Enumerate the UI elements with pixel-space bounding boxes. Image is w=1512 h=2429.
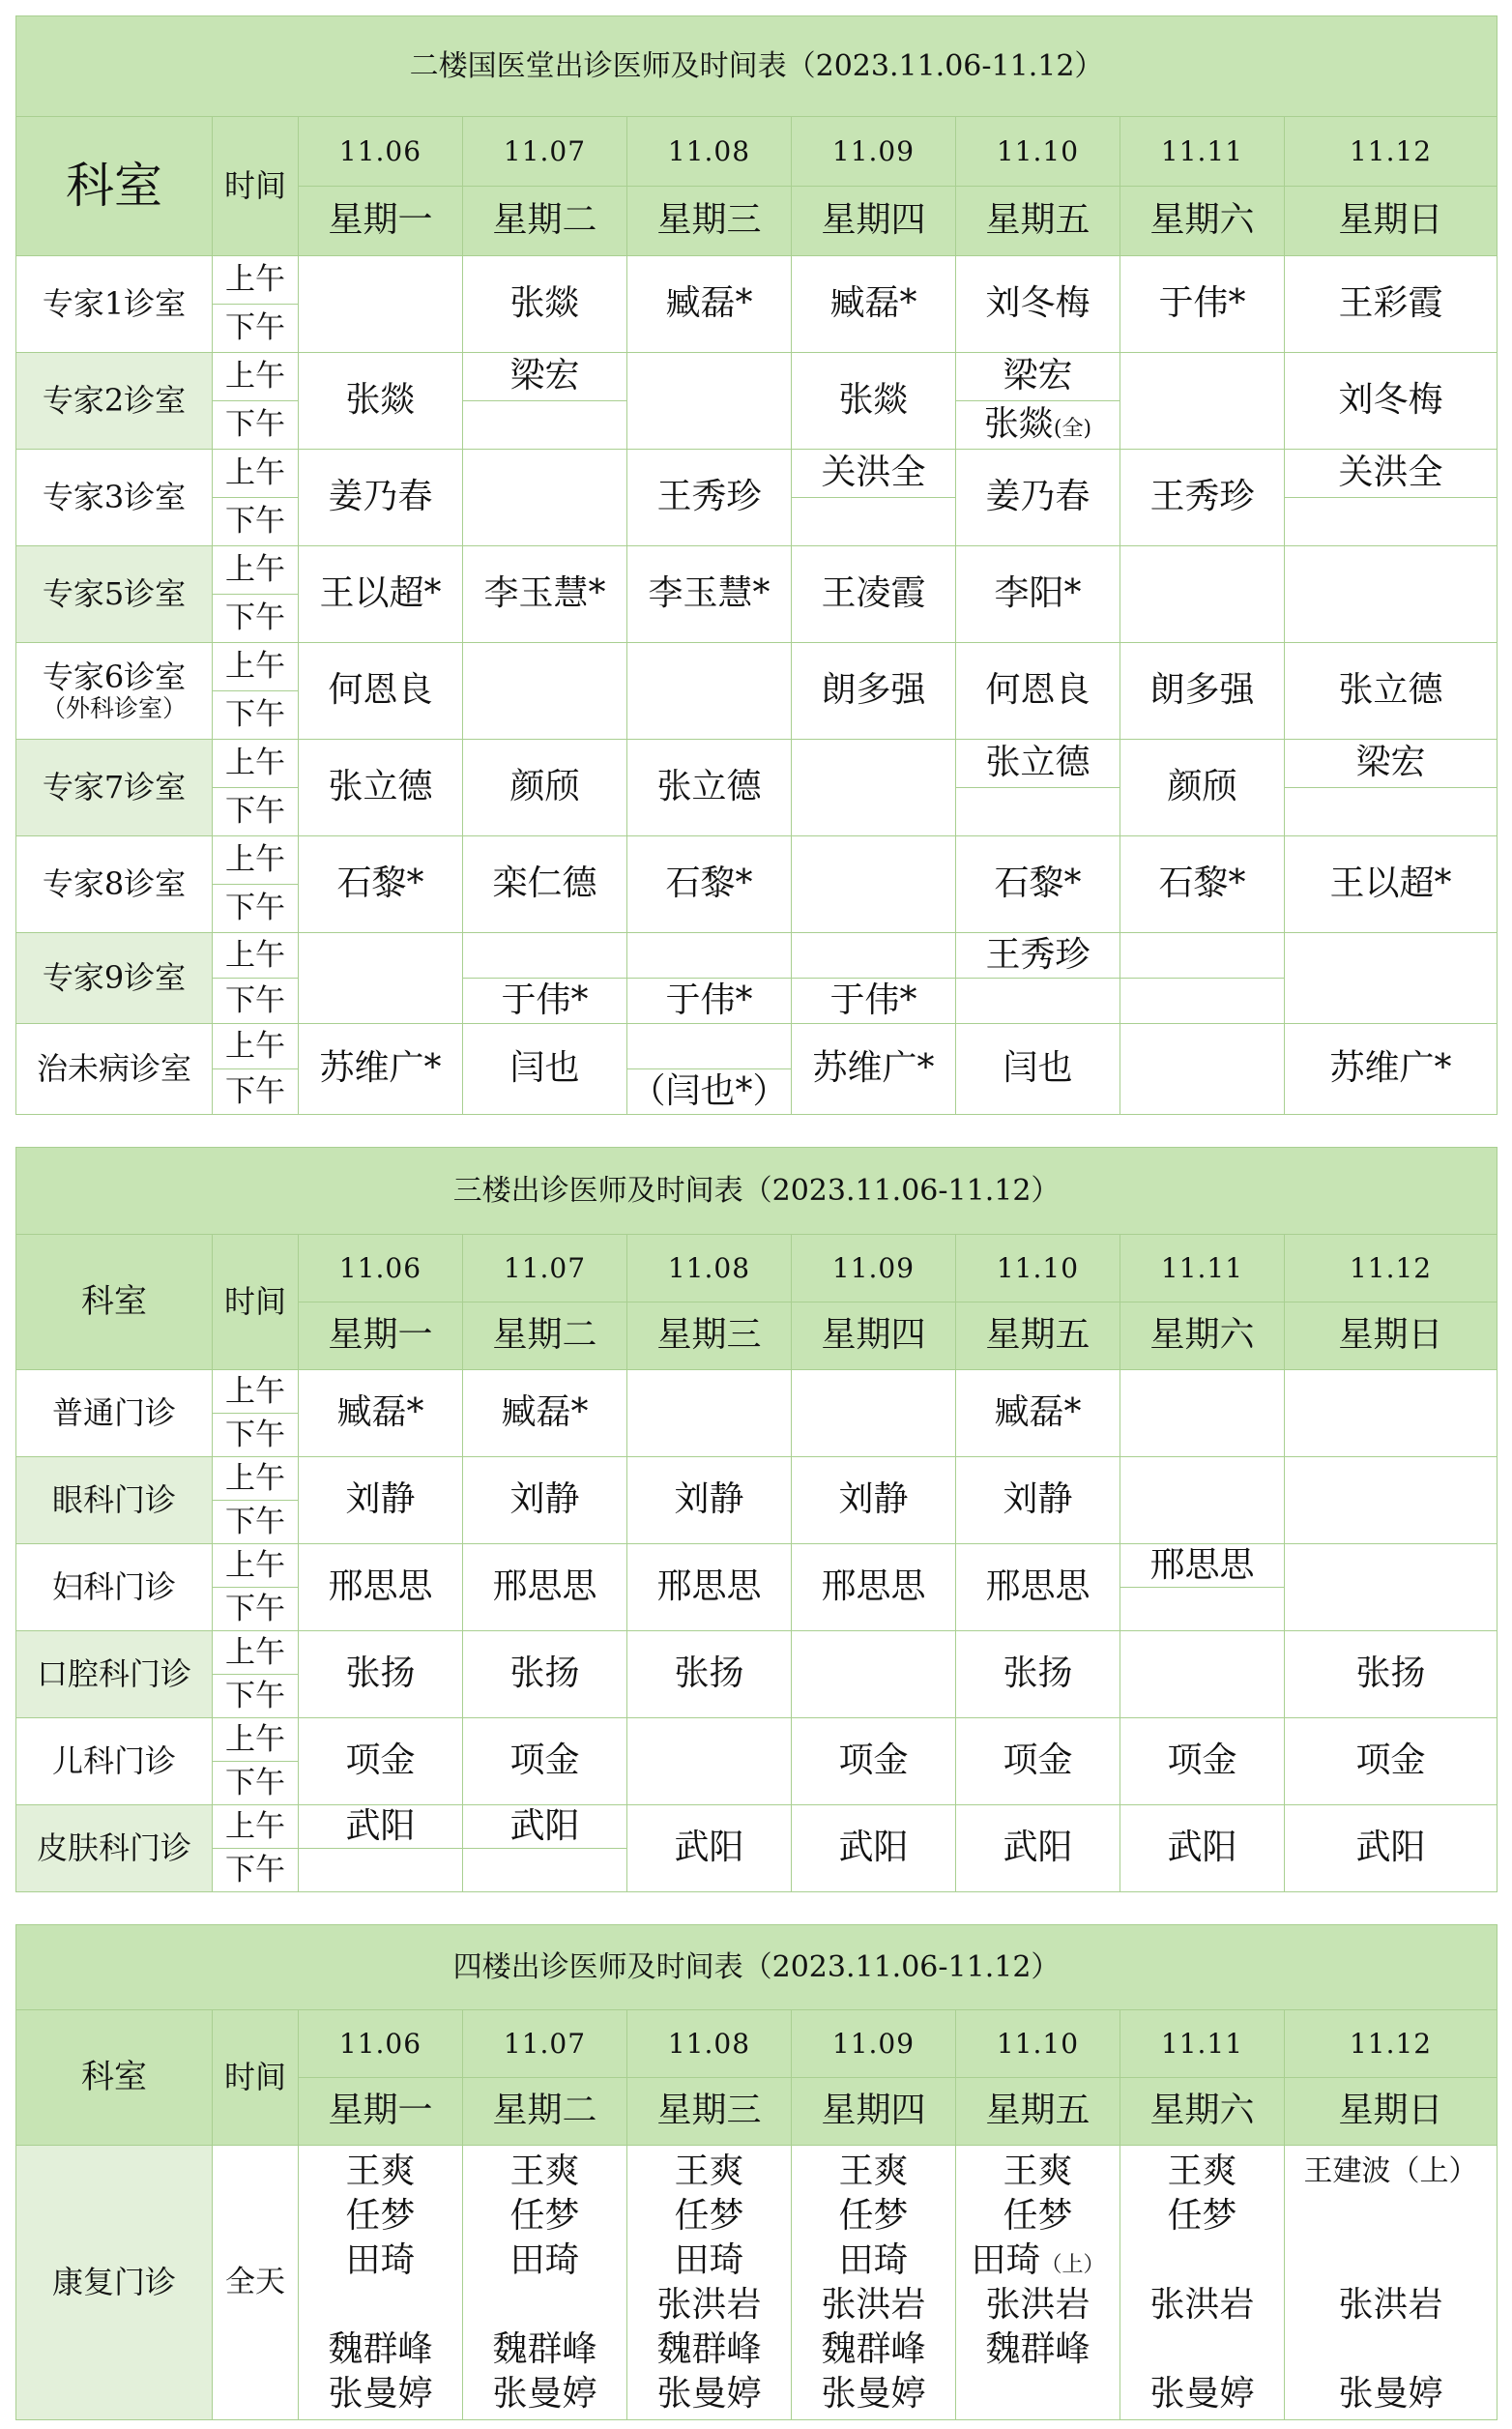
- date-header: 11.09: [792, 1235, 956, 1302]
- schedule-cell: [792, 740, 956, 836]
- doctor-cell: 臧磊*: [956, 1370, 1120, 1457]
- doctor-cell: 项金: [463, 1718, 627, 1805]
- doctor-cell: 朗多强: [792, 643, 956, 740]
- table-title: 三楼出诊医师及时间表（2023.11.06-11.12）: [16, 1148, 1497, 1235]
- doctor-cell: 石黎*: [627, 836, 792, 933]
- doctor-name: 张洪岩: [821, 2284, 926, 2325]
- room-name: 专家2诊室: [16, 353, 213, 450]
- schedule-cell: [299, 256, 463, 353]
- doctor-name: 王爽: [838, 2151, 909, 2191]
- room-name: 专家9诊室: [16, 933, 213, 1024]
- slot-am: 上午: [213, 1718, 299, 1762]
- schedule-cell: [463, 1849, 627, 1892]
- am-mark: （上）: [1040, 2252, 1105, 2277]
- slot-pm: 下午: [213, 1762, 299, 1805]
- slot-pm: 下午: [213, 401, 299, 450]
- schedule-cell: [627, 1718, 792, 1805]
- slot-am: 上午: [213, 1631, 299, 1675]
- doctor-name: [1285, 2194, 1497, 2239]
- doctor-cell: 梁宏: [463, 353, 627, 401]
- date-header: 11.08: [627, 117, 792, 187]
- slot-pm: 下午: [213, 1501, 299, 1544]
- slot-pm: 下午: [213, 498, 299, 546]
- doctor-cell: 邢思思: [463, 1544, 627, 1631]
- weekday-header: 星期一: [299, 187, 463, 256]
- slot-pm: 下午: [213, 305, 299, 353]
- schedule-table-floor4: [15, 1924, 1497, 2420]
- doctor-name: [463, 2283, 626, 2327]
- doctor-name: 王爽: [1003, 2151, 1073, 2191]
- schedule-cell: [627, 1370, 792, 1457]
- doctor-name: 张曼婷: [656, 2373, 762, 2414]
- weekday-header: 星期四: [792, 2078, 956, 2146]
- doctor-cell: 张扬: [1285, 1631, 1497, 1718]
- doctor-name: 王建波（上）: [1303, 2153, 1478, 2188]
- schedule-cell: [1120, 1457, 1285, 1544]
- doctor-cell: 项金: [1120, 1718, 1285, 1805]
- doctor-cell: 李玉慧*: [627, 546, 792, 643]
- doctor-cell: 张立德: [956, 740, 1120, 788]
- doctor-name: 任梦: [509, 2195, 580, 2236]
- weekday-header: 星期三: [627, 2078, 792, 2146]
- schedule-cell: [1120, 979, 1285, 1024]
- schedule-cell: [463, 643, 627, 740]
- room-name: 普通门诊: [16, 1370, 213, 1457]
- doctor-cell: 臧磊*: [627, 256, 792, 353]
- doctor-name: 王爽: [674, 2151, 744, 2191]
- doctor-cell: 臧磊*: [463, 1370, 627, 1457]
- doctor-name: [299, 2283, 462, 2327]
- time-header: 时间: [213, 2010, 299, 2146]
- weekday-header: 星期日: [1285, 187, 1497, 256]
- doctor-name: 张曼婷: [1338, 2373, 1443, 2414]
- doctor-cell: 刘冬梅: [1285, 353, 1497, 450]
- date-header: 11.09: [792, 117, 956, 187]
- doctor-list-cell: [299, 2146, 463, 2420]
- doctor-name: [1120, 2327, 1284, 2372]
- slot-pm: 下午: [213, 691, 299, 740]
- doctor-name: 张洪岩: [1338, 2284, 1443, 2325]
- doctor-list-cell: [792, 2146, 956, 2420]
- schedule-cell: [1120, 1370, 1285, 1457]
- weekday-header: 星期三: [627, 187, 792, 256]
- doctor-cell: 颜颀: [1120, 740, 1285, 836]
- doctor-cell: 项金: [1285, 1718, 1497, 1805]
- date-header: 11.06: [299, 2010, 463, 2078]
- room-name: 皮肤科门诊: [16, 1805, 213, 1892]
- doctor-name: [1285, 2327, 1497, 2372]
- doctor-cell: 张立德: [299, 740, 463, 836]
- room-name: 专家3诊室: [16, 450, 213, 546]
- room-name: [16, 643, 213, 740]
- date-header: 11.11: [1120, 1235, 1285, 1302]
- slot-am: 上午: [213, 1805, 299, 1849]
- doctor-name: [1285, 2239, 1497, 2283]
- time-header: 时间: [213, 1235, 299, 1370]
- doctor-cell: 于伟*: [463, 979, 627, 1024]
- doctor-name: 张洪岩: [1149, 2284, 1255, 2325]
- schedule-cell: [299, 933, 463, 1024]
- doctor-name: 魏群峰: [492, 2328, 597, 2369]
- schedule-cell: [792, 836, 956, 933]
- schedule-cell: [792, 1631, 956, 1718]
- doctor-cell: 刘静: [792, 1457, 956, 1544]
- schedule-cell: [956, 979, 1120, 1024]
- schedule-cell: [1285, 933, 1497, 1024]
- room-name: 妇科门诊: [16, 1544, 213, 1631]
- room-name: 治未病诊室: [16, 1024, 213, 1115]
- slot-pm: 下午: [213, 1675, 299, 1718]
- room-name: 专家8诊室: [16, 836, 213, 933]
- schedule-cell: [1120, 1588, 1285, 1631]
- schedule-cell: [792, 933, 956, 979]
- doctor-cell: 张扬: [627, 1631, 792, 1718]
- slot-pm: 下午: [213, 885, 299, 933]
- doctor-name: [956, 2239, 1119, 2283]
- room-name: 专家5诊室: [16, 546, 213, 643]
- schedule-cell: [627, 353, 792, 450]
- room-name: 眼科门诊: [16, 1457, 213, 1544]
- room-name: 专家7诊室: [16, 740, 213, 836]
- doctor-cell: 张扬: [956, 1631, 1120, 1718]
- doctor-cell: 姜乃春: [299, 450, 463, 546]
- slot-pm: 下午: [213, 1588, 299, 1631]
- slot-pm: 下午: [213, 1069, 299, 1115]
- doctor-cell: 王秀珍: [1120, 450, 1285, 546]
- weekday-header: 星期日: [1285, 1302, 1497, 1370]
- doctor-cell: 姜乃春: [956, 450, 1120, 546]
- slot-am: 上午: [213, 353, 299, 401]
- schedule-cell: [1285, 1370, 1497, 1457]
- room-name: 专家1诊室: [16, 256, 213, 353]
- doctor-cell: 张立德: [1285, 643, 1497, 740]
- schedule-cell: [463, 401, 627, 450]
- doctor-cell: 张扬: [299, 1631, 463, 1718]
- room-name: 康复门诊: [16, 2146, 213, 2420]
- date-header: 11.09: [792, 2010, 956, 2078]
- room-name: 口腔科门诊: [16, 1631, 213, 1718]
- slot-pm: 下午: [213, 1414, 299, 1457]
- date-header: 11.11: [1120, 2010, 1285, 2078]
- date-header: 11.06: [299, 117, 463, 187]
- weekday-header: 星期二: [463, 187, 627, 256]
- doctor-cell: 苏维广*: [792, 1024, 956, 1115]
- doctor-cell: 张扬: [463, 1631, 627, 1718]
- doctor-cell: 武阳: [1120, 1805, 1285, 1892]
- weekday-header: 星期二: [463, 1302, 627, 1370]
- schedule-cell: [1285, 498, 1497, 546]
- dept-header: 科室: [16, 1235, 213, 1370]
- schedule-cell: [1120, 1631, 1285, 1718]
- date-header: 11.12: [1285, 1235, 1497, 1302]
- doctor-list-cell: [956, 2146, 1120, 2420]
- doctor-cell: 武阳: [627, 1805, 792, 1892]
- doctor-name: 田琦: [345, 2239, 416, 2280]
- room-label: 专家6诊室: [42, 658, 187, 695]
- doctor-cell: 栾仁德: [463, 836, 627, 933]
- doctor-cell: 武阳: [956, 1805, 1120, 1892]
- doctor-cell: 刘冬梅: [956, 256, 1120, 353]
- dept-header: 科室: [16, 2010, 213, 2146]
- doctor-list-cell: [1120, 2146, 1285, 2420]
- doctor-name: 张曼婷: [1149, 2373, 1255, 2414]
- schedule-table-floor3: [15, 1147, 1497, 1892]
- doctor-cell: 梁宏: [956, 353, 1120, 401]
- doctor-cell: 项金: [792, 1718, 956, 1805]
- doctor-cell: 于伟*: [792, 979, 956, 1024]
- doctor-cell: 刘静: [627, 1457, 792, 1544]
- slot-am: 上午: [213, 1370, 299, 1414]
- doctor-name: 魏群峰: [821, 2328, 926, 2369]
- schedule-cell: [1285, 1544, 1497, 1631]
- slot-pm: 下午: [213, 595, 299, 643]
- doctor-cell: 李玉慧*: [463, 546, 627, 643]
- doctor-name: 任梦: [674, 2195, 744, 2236]
- doctor-cell: （闫也*）: [627, 1069, 792, 1115]
- doctor-name: [956, 2372, 1119, 2416]
- slot-allday: 全天: [213, 2146, 299, 2420]
- slot-am: 上午: [213, 1457, 299, 1501]
- slot-am: 上午: [213, 836, 299, 885]
- doctor-name: 王爽: [509, 2151, 580, 2191]
- schedule-cell: [627, 643, 792, 740]
- doctor-cell: 邢思思: [1120, 1544, 1285, 1588]
- doctor-cell: 王彩霞: [1285, 256, 1497, 353]
- dept-header: 科室: [16, 117, 213, 256]
- doctor-list-cell: [627, 2146, 792, 2420]
- schedule-cell: [299, 1849, 463, 1892]
- doctor-cell: 于伟*: [1120, 256, 1285, 353]
- schedule-cell: [463, 933, 627, 979]
- schedule-cell: [1120, 933, 1285, 979]
- doctor-cell: 李阳*: [956, 546, 1120, 643]
- weekday-header: 星期四: [792, 187, 956, 256]
- date-header: 11.11: [1120, 117, 1285, 187]
- doctor-cell: 王秀珍: [956, 933, 1120, 979]
- doctor-cell: 石黎*: [1120, 836, 1285, 933]
- doctor-cell: 张燚: [299, 353, 463, 450]
- room-sublabel: （外科诊室）: [41, 693, 187, 722]
- schedule-cell: [1120, 546, 1285, 643]
- slot-am: 上午: [213, 933, 299, 979]
- doctor-cell: 闫也: [956, 1024, 1120, 1115]
- time-header: 时间: [213, 117, 299, 256]
- doctor-cell: 刘静: [956, 1457, 1120, 1544]
- schedule-cell: [792, 1370, 956, 1457]
- doctor-cell: 项金: [956, 1718, 1120, 1805]
- schedule-cell: [956, 788, 1120, 836]
- schedule-cell: [1285, 546, 1497, 643]
- doctor-cell: 关洪全: [1285, 450, 1497, 498]
- schedule-cell: [1285, 1457, 1497, 1544]
- doctor-cell: 于伟*: [627, 979, 792, 1024]
- doctor-name: 田琦: [838, 2239, 909, 2280]
- doctor-cell: 石黎*: [956, 836, 1120, 933]
- schedule-cell: [792, 498, 956, 546]
- doctor-cell: 刘静: [299, 1457, 463, 1544]
- room-name: 儿科门诊: [16, 1718, 213, 1805]
- doctor-name: 任梦: [345, 2195, 416, 2236]
- date-header: 11.12: [1285, 117, 1497, 187]
- doctor-name: 田琦: [509, 2239, 580, 2280]
- doctor-name: 张曼婷: [821, 2373, 926, 2414]
- doctor-name: 任梦: [1003, 2195, 1073, 2236]
- doctor-cell: 闫也: [463, 1024, 627, 1115]
- doctor-cell: 武阳: [792, 1805, 956, 1892]
- fullday-mark: (全): [1053, 417, 1092, 442]
- slot-am: 上午: [213, 256, 299, 305]
- slot-am: 上午: [213, 643, 299, 691]
- doctor-cell: 石黎*: [299, 836, 463, 933]
- slot-pm: 下午: [213, 979, 299, 1024]
- doctor-cell: 何恩良: [299, 643, 463, 740]
- doctor-cell: 张燚: [463, 256, 627, 353]
- doctor-name: 任梦: [1167, 2195, 1237, 2236]
- slot-am: 上午: [213, 1544, 299, 1588]
- doctor-name: 王爽: [345, 2151, 416, 2191]
- doctor-cell: 张燚: [792, 353, 956, 450]
- doctor-cell: 王秀珍: [627, 450, 792, 546]
- doctor-name: 王爽: [1167, 2151, 1237, 2191]
- schedule-cell: [1285, 788, 1497, 836]
- schedule-cell: [1120, 353, 1285, 450]
- schedule-table-floor2: [15, 15, 1497, 1115]
- slot-pm: 下午: [213, 788, 299, 836]
- weekday-header: 星期二: [463, 2078, 627, 2146]
- doctor-cell: 苏维广*: [299, 1024, 463, 1115]
- doctor-list-cell: [463, 2146, 627, 2420]
- doctor-name: 张燚: [983, 404, 1054, 445]
- weekday-header: 星期五: [956, 2078, 1120, 2146]
- weekday-header: 星期三: [627, 1302, 792, 1370]
- weekday-header: 星期六: [1120, 1302, 1285, 1370]
- doctor-cell: 臧磊*: [792, 256, 956, 353]
- slot-am: 上午: [213, 450, 299, 498]
- weekday-header: 星期六: [1120, 187, 1285, 256]
- doctor-cell: 邢思思: [792, 1544, 956, 1631]
- doctor-cell: 何恩良: [956, 643, 1120, 740]
- doctor-cell: 王以超*: [299, 546, 463, 643]
- doctor-cell: [956, 401, 1120, 450]
- date-header: 11.12: [1285, 2010, 1497, 2078]
- table-title: 四楼出诊医师及时间表（2023.11.06-11.12）: [16, 1925, 1497, 2010]
- date-header: 11.08: [627, 1235, 792, 1302]
- weekday-header: 星期六: [1120, 2078, 1285, 2146]
- slot-am: 上午: [213, 1024, 299, 1069]
- doctor-cell: 张立德: [627, 740, 792, 836]
- date-header: 11.10: [956, 1235, 1120, 1302]
- doctor-cell: 刘静: [463, 1457, 627, 1544]
- doctor-name: [1120, 2239, 1284, 2283]
- doctor-name: 田琦: [674, 2239, 744, 2280]
- date-header: 11.07: [463, 117, 627, 187]
- doctor-cell: 臧磊*: [299, 1370, 463, 1457]
- doctor-cell: 邢思思: [956, 1544, 1120, 1631]
- schedule-cell: [627, 1024, 792, 1069]
- slot-pm: 下午: [213, 1849, 299, 1892]
- doctor-name: 张洪岩: [656, 2284, 762, 2325]
- doctor-cell: 邢思思: [627, 1544, 792, 1631]
- date-header: 11.08: [627, 2010, 792, 2078]
- weekday-header: 星期一: [299, 2078, 463, 2146]
- doctor-cell: 颜颀: [463, 740, 627, 836]
- schedule-cell: [463, 450, 627, 546]
- doctor-name: 魏群峰: [985, 2328, 1090, 2369]
- doctor-name: 魏群峰: [328, 2328, 433, 2369]
- doctor-cell: 关洪全: [792, 450, 956, 498]
- doctor-name: 张洪岩: [985, 2284, 1090, 2325]
- doctor-cell: 苏维广*: [1285, 1024, 1497, 1115]
- doctor-name: 魏群峰: [656, 2328, 762, 2369]
- doctor-cell: 武阳: [1285, 1805, 1497, 1892]
- doctor-cell: 王以超*: [1285, 836, 1497, 933]
- date-header: 11.07: [463, 1235, 627, 1302]
- weekday-header: 星期五: [956, 1302, 1120, 1370]
- schedule-cell: [1120, 1024, 1285, 1115]
- weekday-header: 星期日: [1285, 2078, 1497, 2146]
- date-header: 11.07: [463, 2010, 627, 2078]
- doctor-cell: 邢思思: [299, 1544, 463, 1631]
- doctor-label: 田琦: [971, 2239, 1041, 2280]
- date-header: 11.10: [956, 117, 1120, 187]
- doctor-cell: 梁宏: [1285, 740, 1497, 788]
- weekday-header: 星期一: [299, 1302, 463, 1370]
- weekday-header: 星期四: [792, 1302, 956, 1370]
- slot-am: 上午: [213, 740, 299, 788]
- schedule-cell: [627, 933, 792, 979]
- slot-am: 上午: [213, 546, 299, 595]
- date-header: 11.10: [956, 2010, 1120, 2078]
- date-header: 11.06: [299, 1235, 463, 1302]
- doctor-cell: 武阳: [299, 1805, 463, 1849]
- doctor-cell: 项金: [299, 1718, 463, 1805]
- table-title: 二楼国医堂出诊医师及时间表（2023.11.06-11.12）: [16, 16, 1497, 117]
- doctor-name: 任梦: [838, 2195, 909, 2236]
- doctor-name: 张曼婷: [492, 2373, 597, 2414]
- doctor-cell: 朗多强: [1120, 643, 1285, 740]
- doctor-list-cell: [1285, 2146, 1497, 2420]
- doctor-name: 张曼婷: [328, 2373, 433, 2414]
- doctor-cell: 王凌霞: [792, 546, 956, 643]
- weekday-header: 星期五: [956, 187, 1120, 256]
- doctor-cell: 武阳: [463, 1805, 627, 1849]
